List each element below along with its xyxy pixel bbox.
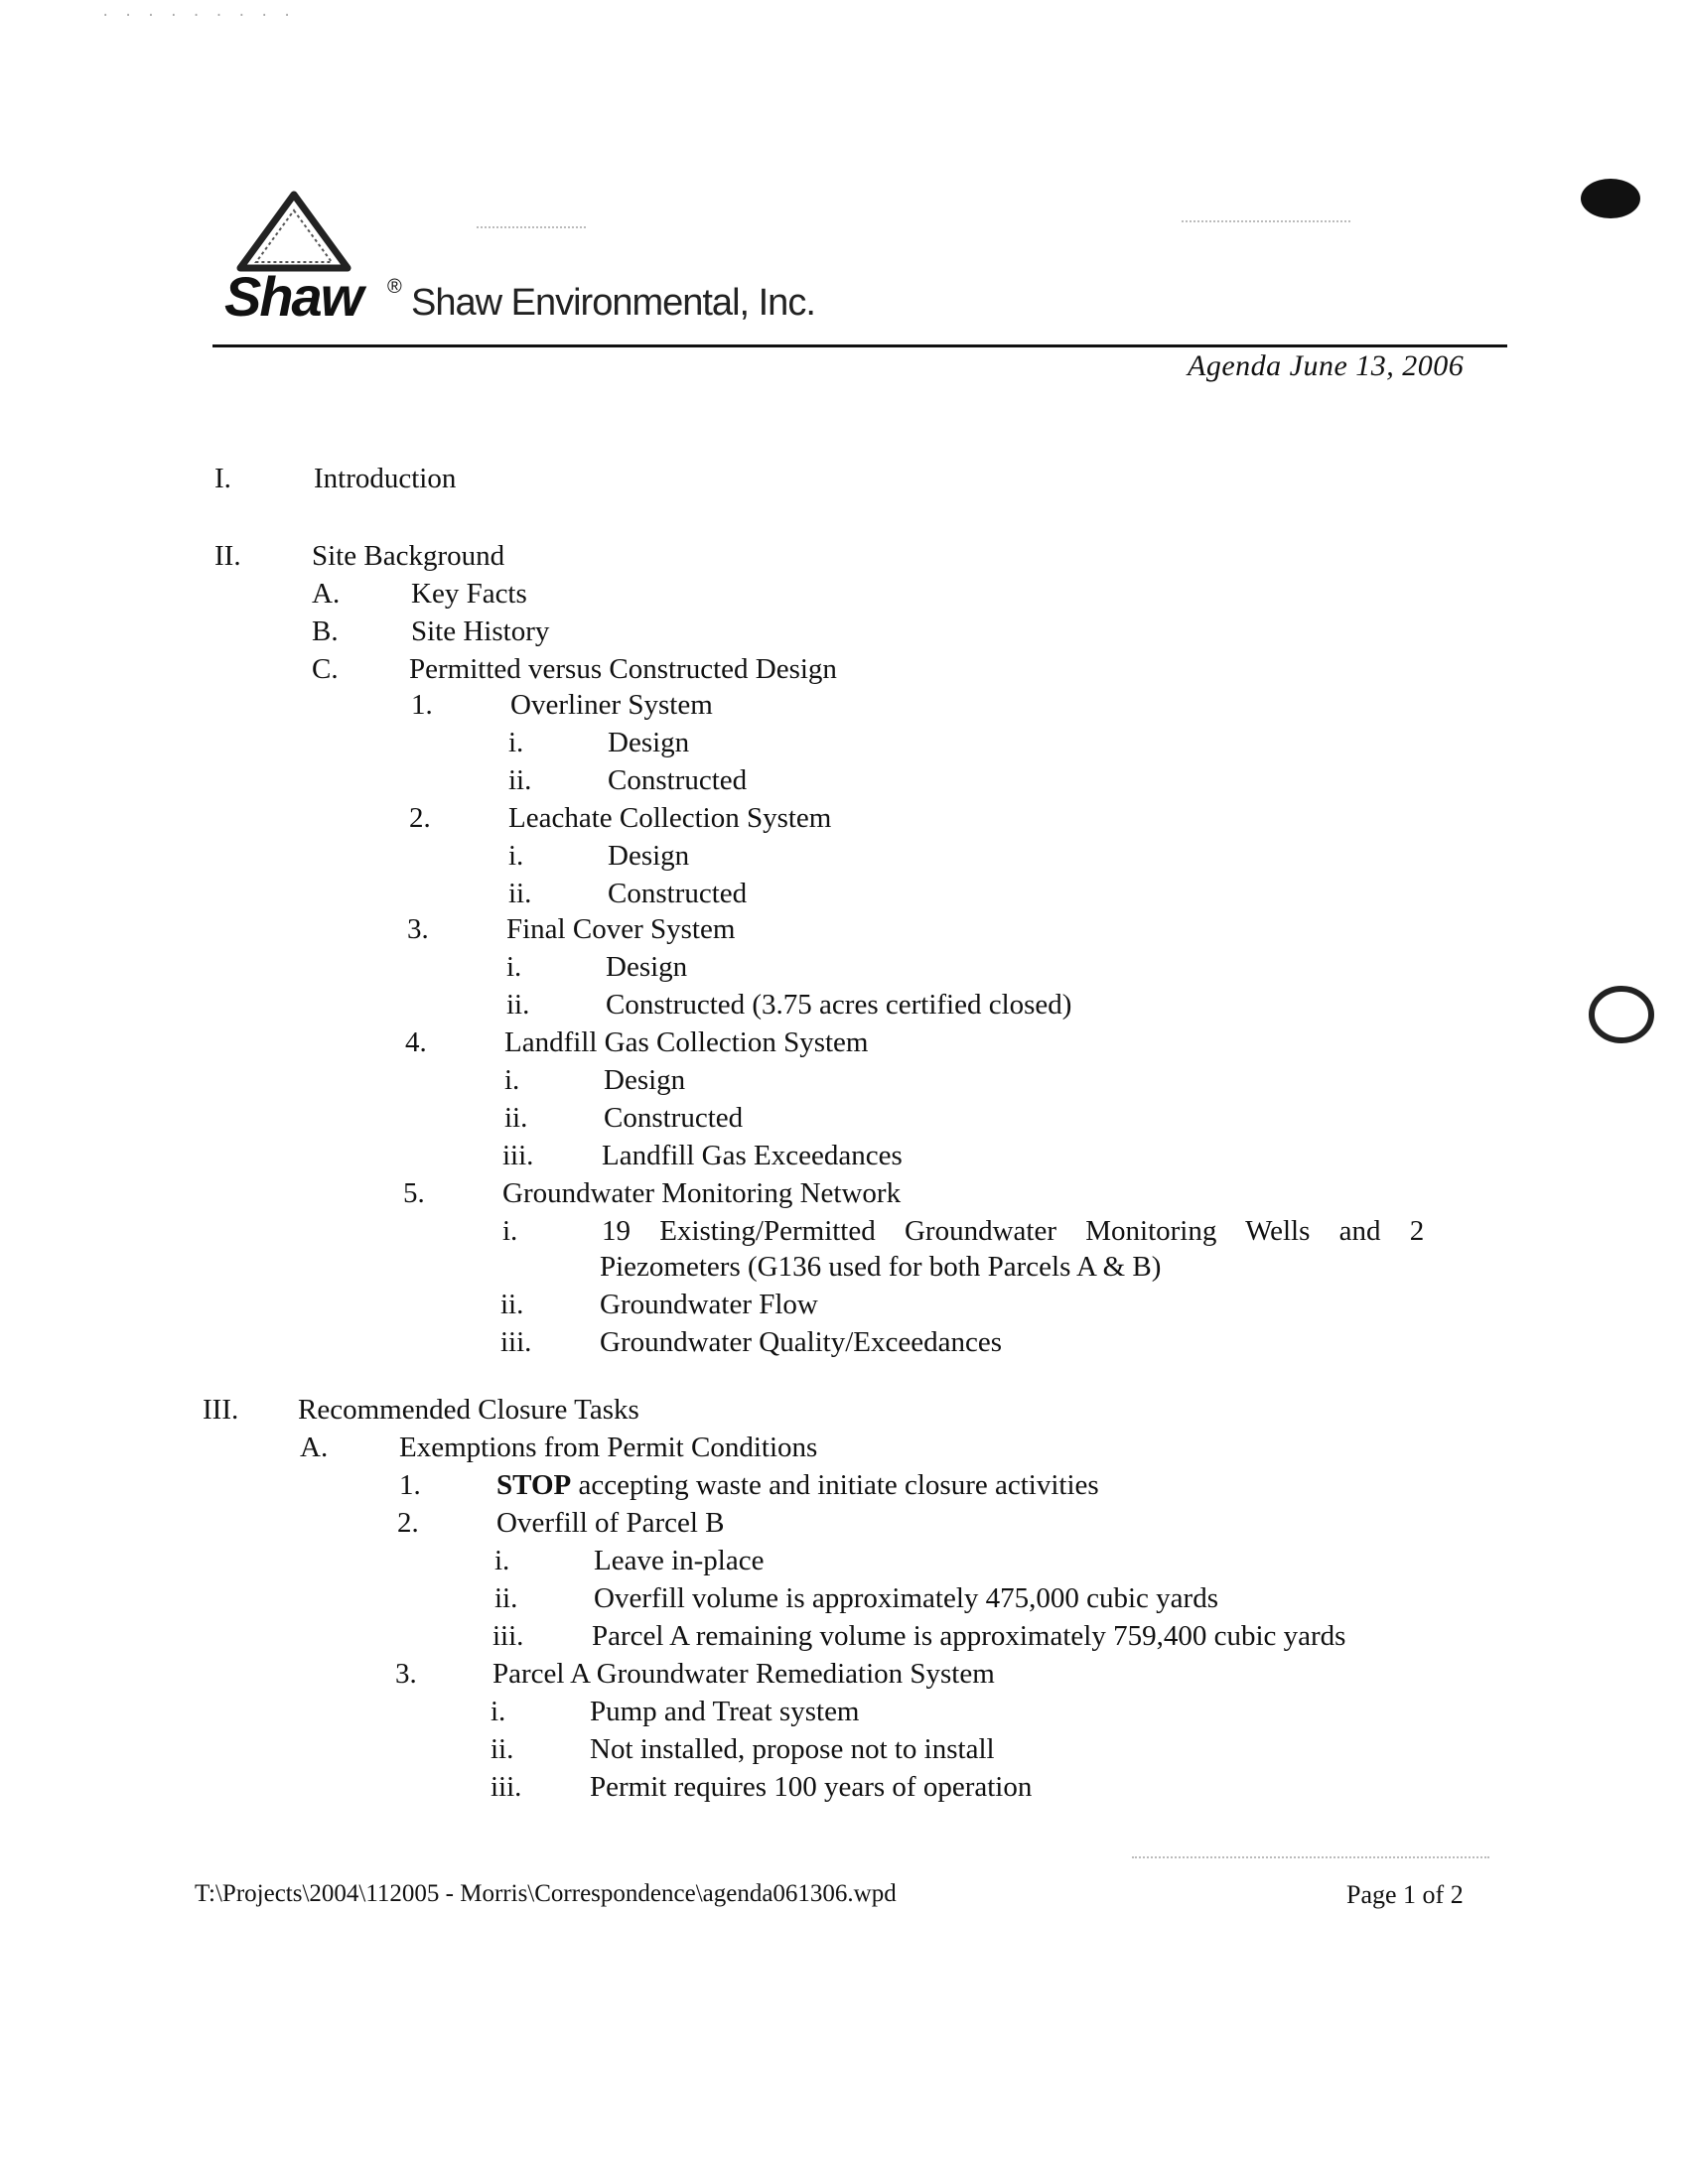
punch-hole-mark xyxy=(1579,171,1642,220)
company-name: Shaw Environmental, Inc. xyxy=(411,282,815,324)
scan-artifact-line xyxy=(1182,220,1350,222)
scan-artifact-line xyxy=(1132,1856,1489,1858)
footer-page-number: Page 1 of 2 xyxy=(1346,1880,1464,1909)
punch-hole-mark xyxy=(1587,983,1656,1046)
brand-wordmark: Shaw xyxy=(224,265,362,328)
scan-artifact: · · · · · · · · · xyxy=(101,8,295,24)
agenda-date: Agenda June 13, 2006 xyxy=(1188,349,1465,382)
registered-mark: ® xyxy=(387,276,402,298)
header-rule xyxy=(212,344,1507,347)
footer-file-path: T:\Projects\2004\112005 - Morris\Correspondence\agenda061306.wpd xyxy=(195,1880,897,1907)
scan-artifact-line xyxy=(477,226,586,228)
